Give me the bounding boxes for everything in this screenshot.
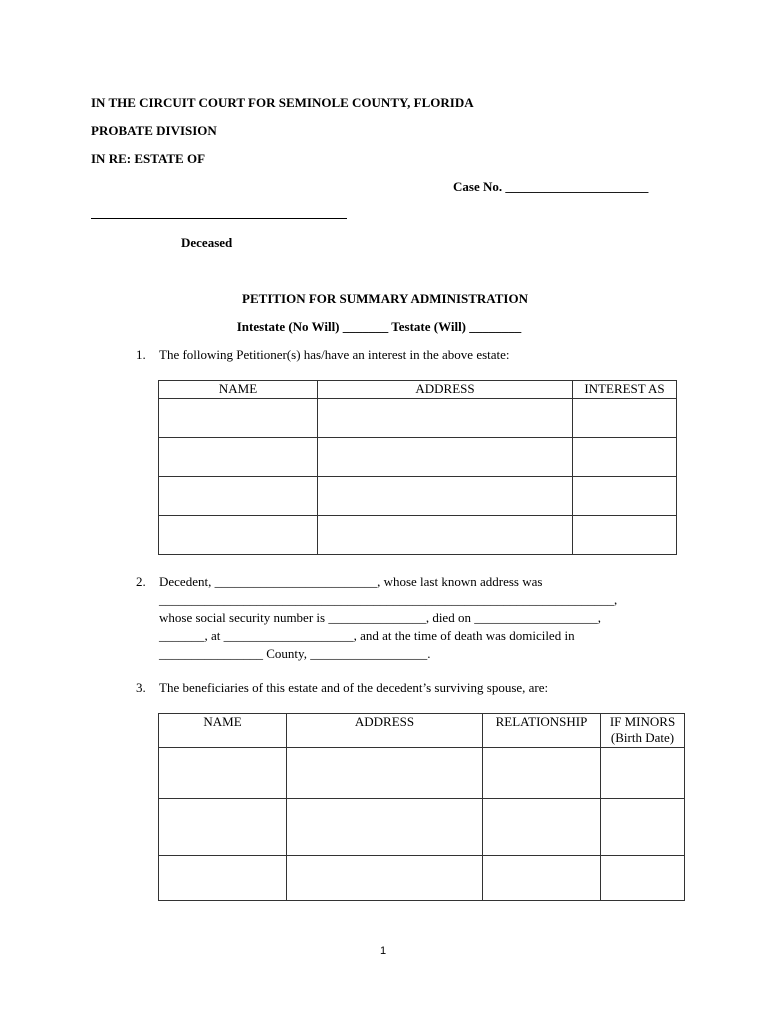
decedent-line-1[interactable]: Decedent, _________________________, whose last known address was [159,574,543,589]
column-header-address: ADDRESS [318,381,573,399]
table-cell[interactable] [159,516,318,555]
minors-label: IF MINORS [609,714,676,729]
minors-birth-date-label: (Birth Date) [610,730,675,745]
table-cell[interactable] [573,399,677,438]
table-cell[interactable] [159,477,318,516]
table-cell[interactable] [159,399,318,438]
column-header-relationship: RELATIONSHIP [483,714,601,748]
table-row [159,516,677,555]
table-cell[interactable] [287,856,483,901]
table-cell[interactable] [573,516,677,555]
table-cell[interactable] [318,438,573,477]
column-header-interest: INTEREST AS [573,381,677,399]
table-cell[interactable] [287,799,483,856]
table-cell[interactable] [318,477,573,516]
table-cell[interactable] [601,748,685,799]
section-3-text: The beneficiaries of this estate and of the decedent’s surviving spouse, are: [159,680,549,695]
will-type-selector[interactable]: Intestate (No Will) _______ Testate (Will) ________ [236,319,522,334]
division-heading: PROBATE DIVISION [91,123,217,138]
table-cell[interactable] [318,399,573,438]
column-header-minors [601,714,685,748]
decedent-line-4[interactable]: _______, at ____________________, and at the time of death was domiciled in [159,628,575,643]
table-cell[interactable] [601,856,685,901]
estate-of-heading: IN RE: ESTATE OF [91,151,206,166]
table-header-row [159,381,677,399]
table-row [159,748,685,799]
petition-title: PETITION FOR SUMMARY ADMINISTRATION [242,291,528,306]
section-1-text: The following Petitioner(s) has/have an interest in the above estate: [159,347,510,362]
decedent-line-5[interactable]: ________________ County, __________________. [159,646,431,661]
case-number-field[interactable]: Case No. ______________________ [453,179,649,194]
deceased-label: Deceased [181,235,233,250]
section-2-number: 2. [136,574,146,589]
table-cell[interactable] [483,799,601,856]
table-cell[interactable] [483,856,601,901]
table-cell[interactable] [601,799,685,856]
table-cell[interactable] [287,748,483,799]
table-cell[interactable] [159,438,318,477]
decedent-name-line[interactable] [91,218,347,219]
column-header-address: ADDRESS [287,714,483,748]
section-3-number: 3. [136,680,146,695]
column-header-name: NAME [159,381,318,399]
table-cell[interactable] [483,748,601,799]
column-header-name: NAME [159,714,287,748]
table-row [159,438,677,477]
beneficiaries-table [158,713,685,901]
petitioners-table [158,380,677,555]
table-cell[interactable] [159,748,287,799]
table-cell[interactable] [573,438,677,477]
table-row [159,477,677,516]
decedent-line-2[interactable]: ______________________________________________________________________, [159,592,618,607]
table-row [159,856,685,901]
table-cell[interactable] [318,516,573,555]
table-cell[interactable] [573,477,677,516]
table-row [159,399,677,438]
table-row [159,799,685,856]
table-header-row [159,714,685,748]
table-cell[interactable] [159,856,287,901]
court-heading: IN THE CIRCUIT COURT FOR SEMINOLE COUNTY, FLORIDA [91,95,474,110]
page-number: 1 [380,945,387,957]
section-1-number: 1. [136,347,146,362]
table-cell[interactable] [159,799,287,856]
decedent-line-3[interactable]: whose social security number is _______________, died on ___________________, [159,610,601,625]
